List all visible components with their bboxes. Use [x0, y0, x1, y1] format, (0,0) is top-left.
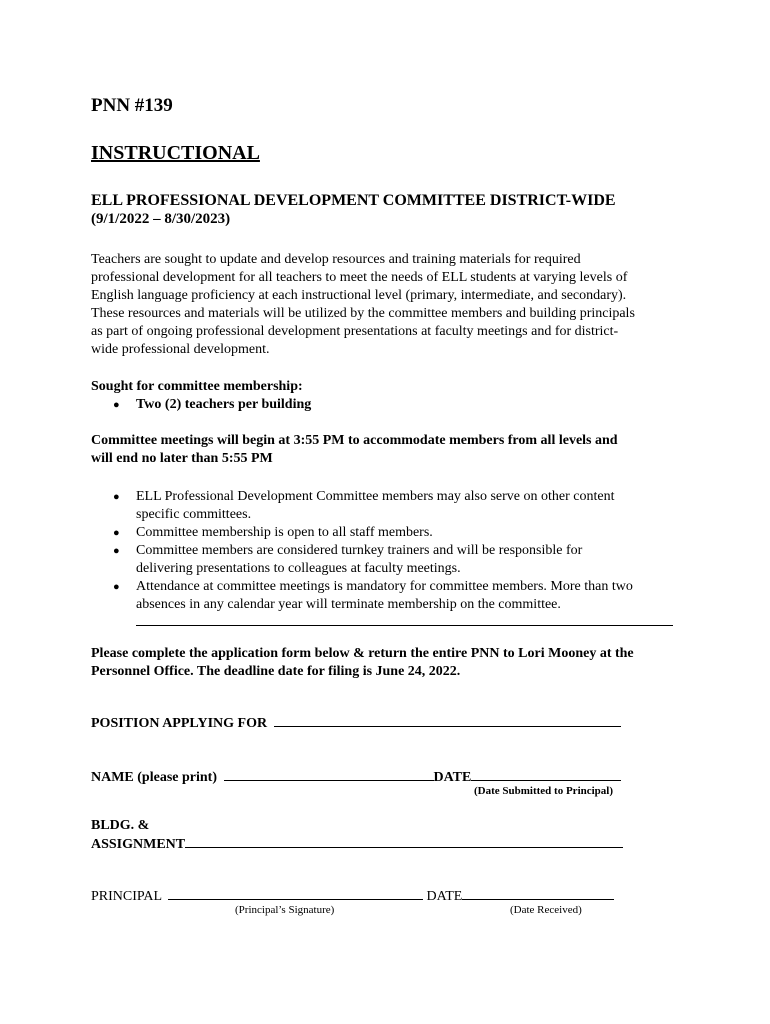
- meetings-line: Committee meetings will begin at 3:55 PM to accommodate members from all levels and: [91, 433, 618, 448]
- assignment-label: ASSIGNMENT: [91, 837, 186, 852]
- membership-heading: Sought for committee membership:: [91, 379, 303, 394]
- principal-signature-note: (Principal’s Signature): [235, 904, 335, 916]
- instructions-line: Personnel Office. The deadline date for filing is June 24, 2022.: [91, 664, 461, 679]
- date-submitted-note: (Date Submitted to Principal): [474, 785, 614, 797]
- intro-line: English language proficiency at each instructional level (primary, intermediate, and secondary).: [91, 288, 627, 303]
- instructions-line: Please complete the application form below & return the entire PNN to Lori Mooney at the: [91, 646, 634, 661]
- bullet-icon: ●: [113, 545, 120, 557]
- section-divider: [136, 625, 673, 626]
- list-item: [91, 524, 691, 542]
- detail-line: Committee members are considered turnkey trainers and will be responsible for: [136, 543, 583, 558]
- position-input[interactable]: [274, 713, 621, 727]
- meetings-paragraph: [91, 432, 618, 468]
- principal-label: PRINCIPAL: [91, 889, 162, 904]
- bullet-icon: ●: [113, 527, 120, 539]
- category-heading: INSTRUCTIONAL: [91, 142, 260, 164]
- name-label: NAME (please print): [91, 770, 217, 785]
- committee-dates: (9/1/2022 – 8/30/2023): [91, 211, 231, 227]
- detail-line: delivering presentations to colleagues at faculty meetings.: [136, 561, 461, 576]
- intro-line: as part of ongoing professional development presentations at faculty meetings and for district-: [91, 324, 619, 339]
- intro-line: These resources and materials will be utilized by the committee members and building principals: [91, 306, 635, 321]
- principal-date-label: DATE: [426, 889, 463, 904]
- list-item: [91, 578, 691, 614]
- list-item: [91, 488, 691, 524]
- membership-list: [91, 396, 311, 414]
- name-input[interactable]: [224, 767, 434, 781]
- date-label: DATE: [433, 770, 472, 785]
- list-item: [91, 542, 691, 578]
- intro-line: wide professional development.: [91, 342, 270, 357]
- date-received-input[interactable]: [462, 886, 614, 900]
- detail-line: Committee membership is open to all staff members.: [136, 525, 433, 540]
- intro-line: Teachers are sought to update and develop resources and training materials for required: [91, 252, 581, 267]
- principal-row: [91, 886, 614, 906]
- detail-line: Attendance at committee meetings is mandatory for committee members. More than two: [136, 579, 633, 594]
- date-submitted-input[interactable]: [471, 767, 621, 781]
- position-label: POSITION APPLYING FOR: [91, 716, 268, 731]
- name-row: [91, 767, 621, 787]
- details-list: [91, 488, 691, 614]
- pnn-number: PNN #139: [91, 95, 173, 116]
- detail-line: absences in any calendar year will terminate membership on the committee.: [136, 597, 561, 612]
- committee-title: ELL PROFESSIONAL DEVELOPMENT COMMITTEE DISTRICT-WIDE: [91, 192, 616, 209]
- assignment-row: [91, 834, 623, 854]
- principal-signature-input[interactable]: [168, 886, 423, 900]
- position-row: [91, 713, 621, 733]
- bullet-icon: ●: [113, 581, 120, 593]
- intro-paragraph: [91, 251, 691, 359]
- instructions-paragraph: [91, 645, 634, 681]
- meetings-line: will end no later than 5:55 PM: [91, 451, 273, 466]
- intro-line: professional development for all teachers to meet the needs of ELL students at varying levels of: [91, 270, 628, 285]
- bldg-label-line1: BLDG. &: [91, 818, 150, 833]
- list-item: [91, 396, 311, 414]
- bullet-icon: ●: [113, 491, 120, 503]
- assignment-input[interactable]: [185, 834, 623, 848]
- bullet-icon: ●: [113, 399, 120, 411]
- date-received-note: (Date Received): [510, 904, 582, 916]
- membership-bullet-text: Two (2) teachers per building: [136, 397, 312, 412]
- detail-line: ELL Professional Development Committee members may also serve on other content: [136, 489, 615, 504]
- detail-line: specific committees.: [136, 507, 252, 522]
